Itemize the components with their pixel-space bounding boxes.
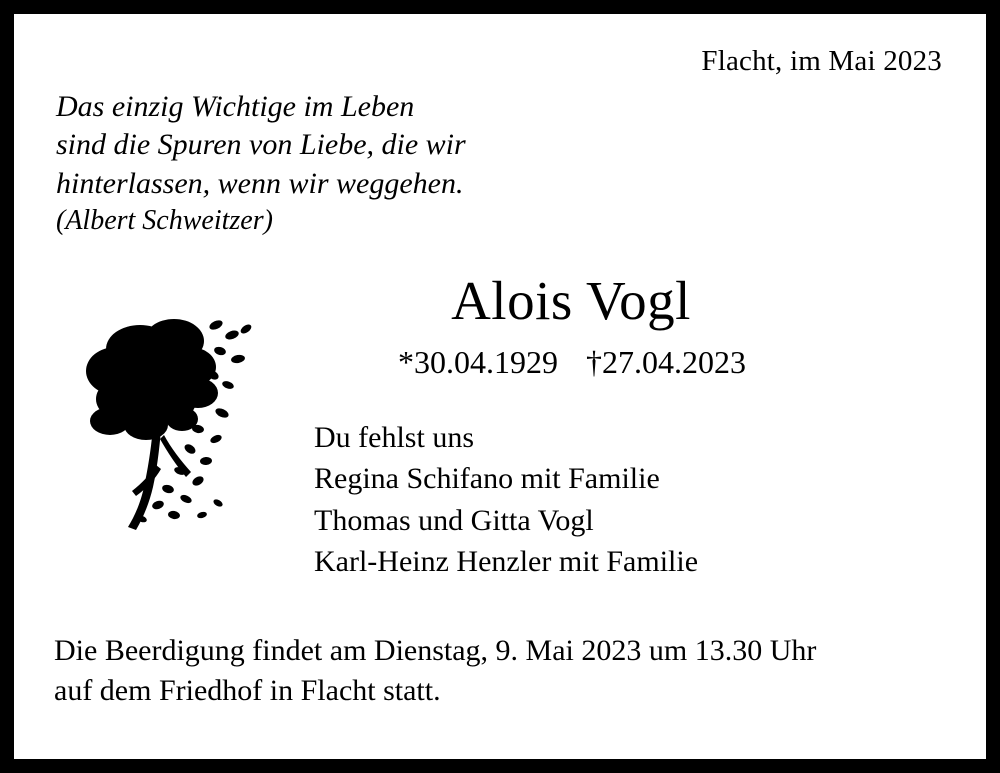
life-dates bbox=[306, 344, 956, 381]
notice-content bbox=[14, 14, 986, 759]
deceased-block bbox=[284, 269, 956, 583]
survivors-line-4: Karl-Heinz Henzler mit Familie bbox=[314, 545, 699, 579]
survivors-line-2: Regina Schifano mit Familie bbox=[314, 462, 660, 496]
memorial-quote bbox=[44, 88, 956, 239]
notice-middle-section bbox=[44, 269, 956, 583]
birth-date: *30.04.1929 bbox=[398, 343, 558, 380]
deceased-name: Alois Vogl bbox=[451, 269, 691, 331]
survivors-line-1: Du fehlst uns bbox=[314, 420, 474, 454]
windblown-tree-icon bbox=[44, 273, 284, 539]
survivors-list bbox=[306, 417, 956, 583]
quote-author: (Albert Schweitzer) bbox=[56, 205, 273, 237]
quote-line-2: sind die Spuren von Liebe, die wir bbox=[56, 128, 466, 162]
survivors-line-3: Thomas und Gitta Vogl bbox=[314, 503, 594, 537]
funeral-line-1: Die Beerdigung findet am Dienstag, 9. Mai 2023 um 13.30 Uhr bbox=[54, 634, 817, 668]
funeral-line-2: auf dem Friedhof in Flacht statt. bbox=[54, 674, 441, 708]
place-and-date: Flacht, im Mai 2023 bbox=[701, 45, 942, 77]
quote-line-3: hinterlassen, wenn wir weggehen. bbox=[56, 166, 464, 200]
death-date: †27.04.2023 bbox=[586, 343, 746, 380]
funeral-details bbox=[44, 631, 956, 711]
quote-line-1: Das einzig Wichtige im Leben bbox=[56, 89, 415, 123]
